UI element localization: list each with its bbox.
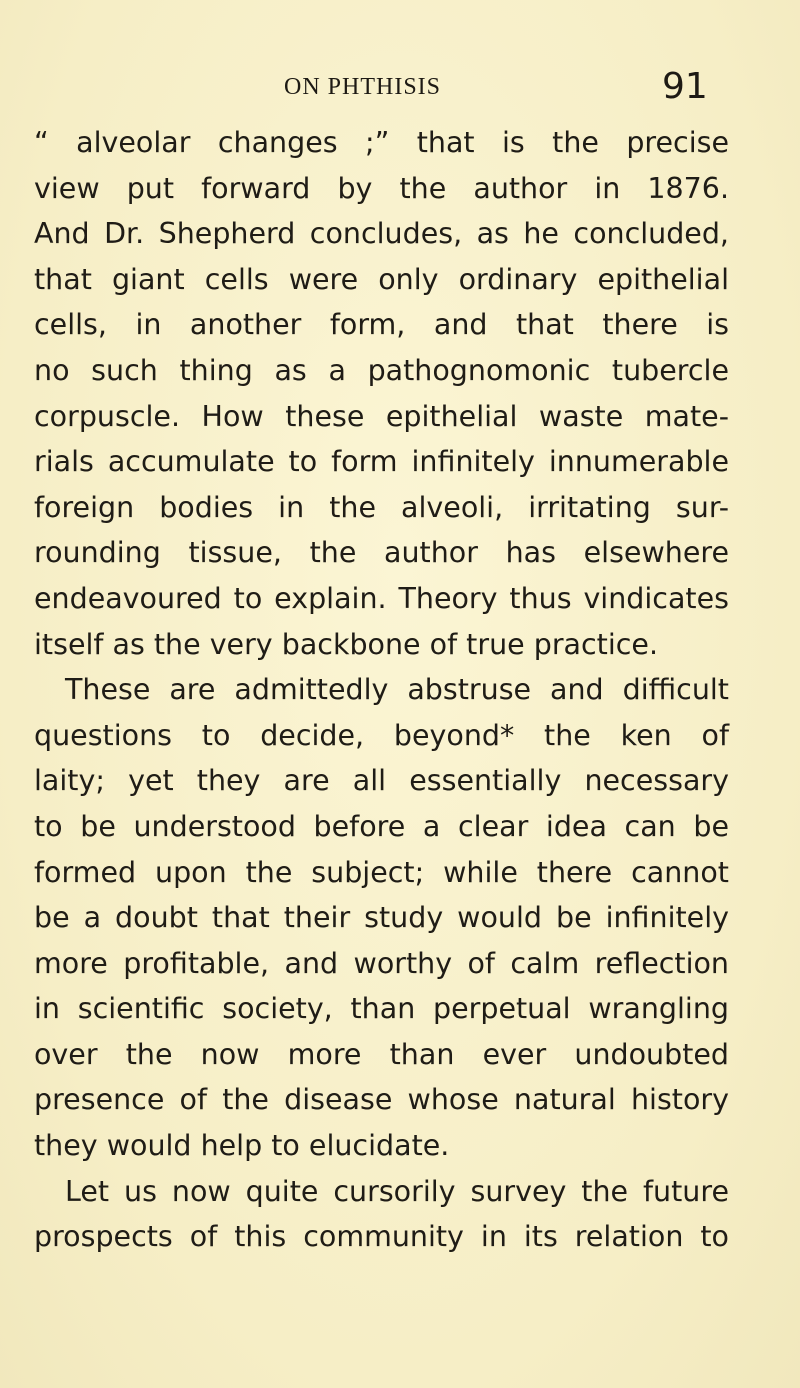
text-line: rounding tissue, the author has elsewhere bbox=[34, 536, 729, 570]
text-line: presence of the disease whose natural history bbox=[34, 1083, 729, 1117]
text-line: endeavoured to explain. Theory thus vindicates bbox=[34, 581, 729, 615]
text-line: laity; yet they are all essentially necessary bbox=[34, 764, 729, 798]
text-line: that giant cells were only ordinary epithelial bbox=[34, 262, 729, 296]
text-line: foreign bodies in the alveoli, irritating sur- bbox=[34, 490, 729, 524]
text-line: view put forward by the author in 1876. bbox=[34, 171, 729, 205]
text-line: Let us now quite cursorily survey the future bbox=[65, 1174, 729, 1208]
text-line: no such thing as a pathognomonic tubercle bbox=[34, 353, 729, 387]
text-line: to be understood before a clear idea can be bbox=[34, 809, 729, 843]
text-line: “ alveolar changes ;” that is the precise bbox=[34, 126, 729, 159]
text-line: they would help to elucidate. bbox=[34, 1129, 450, 1163]
running-title: ON PHTHISIS bbox=[284, 74, 442, 100]
text-line: These are admittedly abstruse and difficult bbox=[65, 673, 729, 707]
text-line: questions to decide, beyond* the ken of bbox=[34, 718, 729, 752]
text-line: rials accumulate to form infinitely innumerable bbox=[34, 445, 729, 479]
text-line: more profitable, and worthy of calm reflection bbox=[34, 946, 729, 980]
text-line: formed upon the subject; while there cannot bbox=[34, 855, 729, 889]
text-line: prospects of this community in its relation to bbox=[34, 1220, 729, 1254]
page-number: 91 bbox=[662, 66, 708, 107]
body-text bbox=[34, 120, 729, 1260]
running-head bbox=[0, 66, 800, 106]
text-line: cells, in another form, and that there is bbox=[34, 308, 729, 342]
text-line: And Dr. Shepherd concludes, as he concluded, bbox=[34, 217, 729, 251]
text-line: be a doubt that their study would be infinitely bbox=[34, 901, 729, 935]
text-line: over the now more than ever undoubted bbox=[34, 1037, 729, 1071]
text-line: itself as the very backbone of true practice. bbox=[34, 627, 659, 661]
text-line: corpuscle. How these epithelial waste mate- bbox=[34, 399, 729, 433]
text-line: in scientific society, than perpetual wrangling bbox=[34, 992, 729, 1026]
